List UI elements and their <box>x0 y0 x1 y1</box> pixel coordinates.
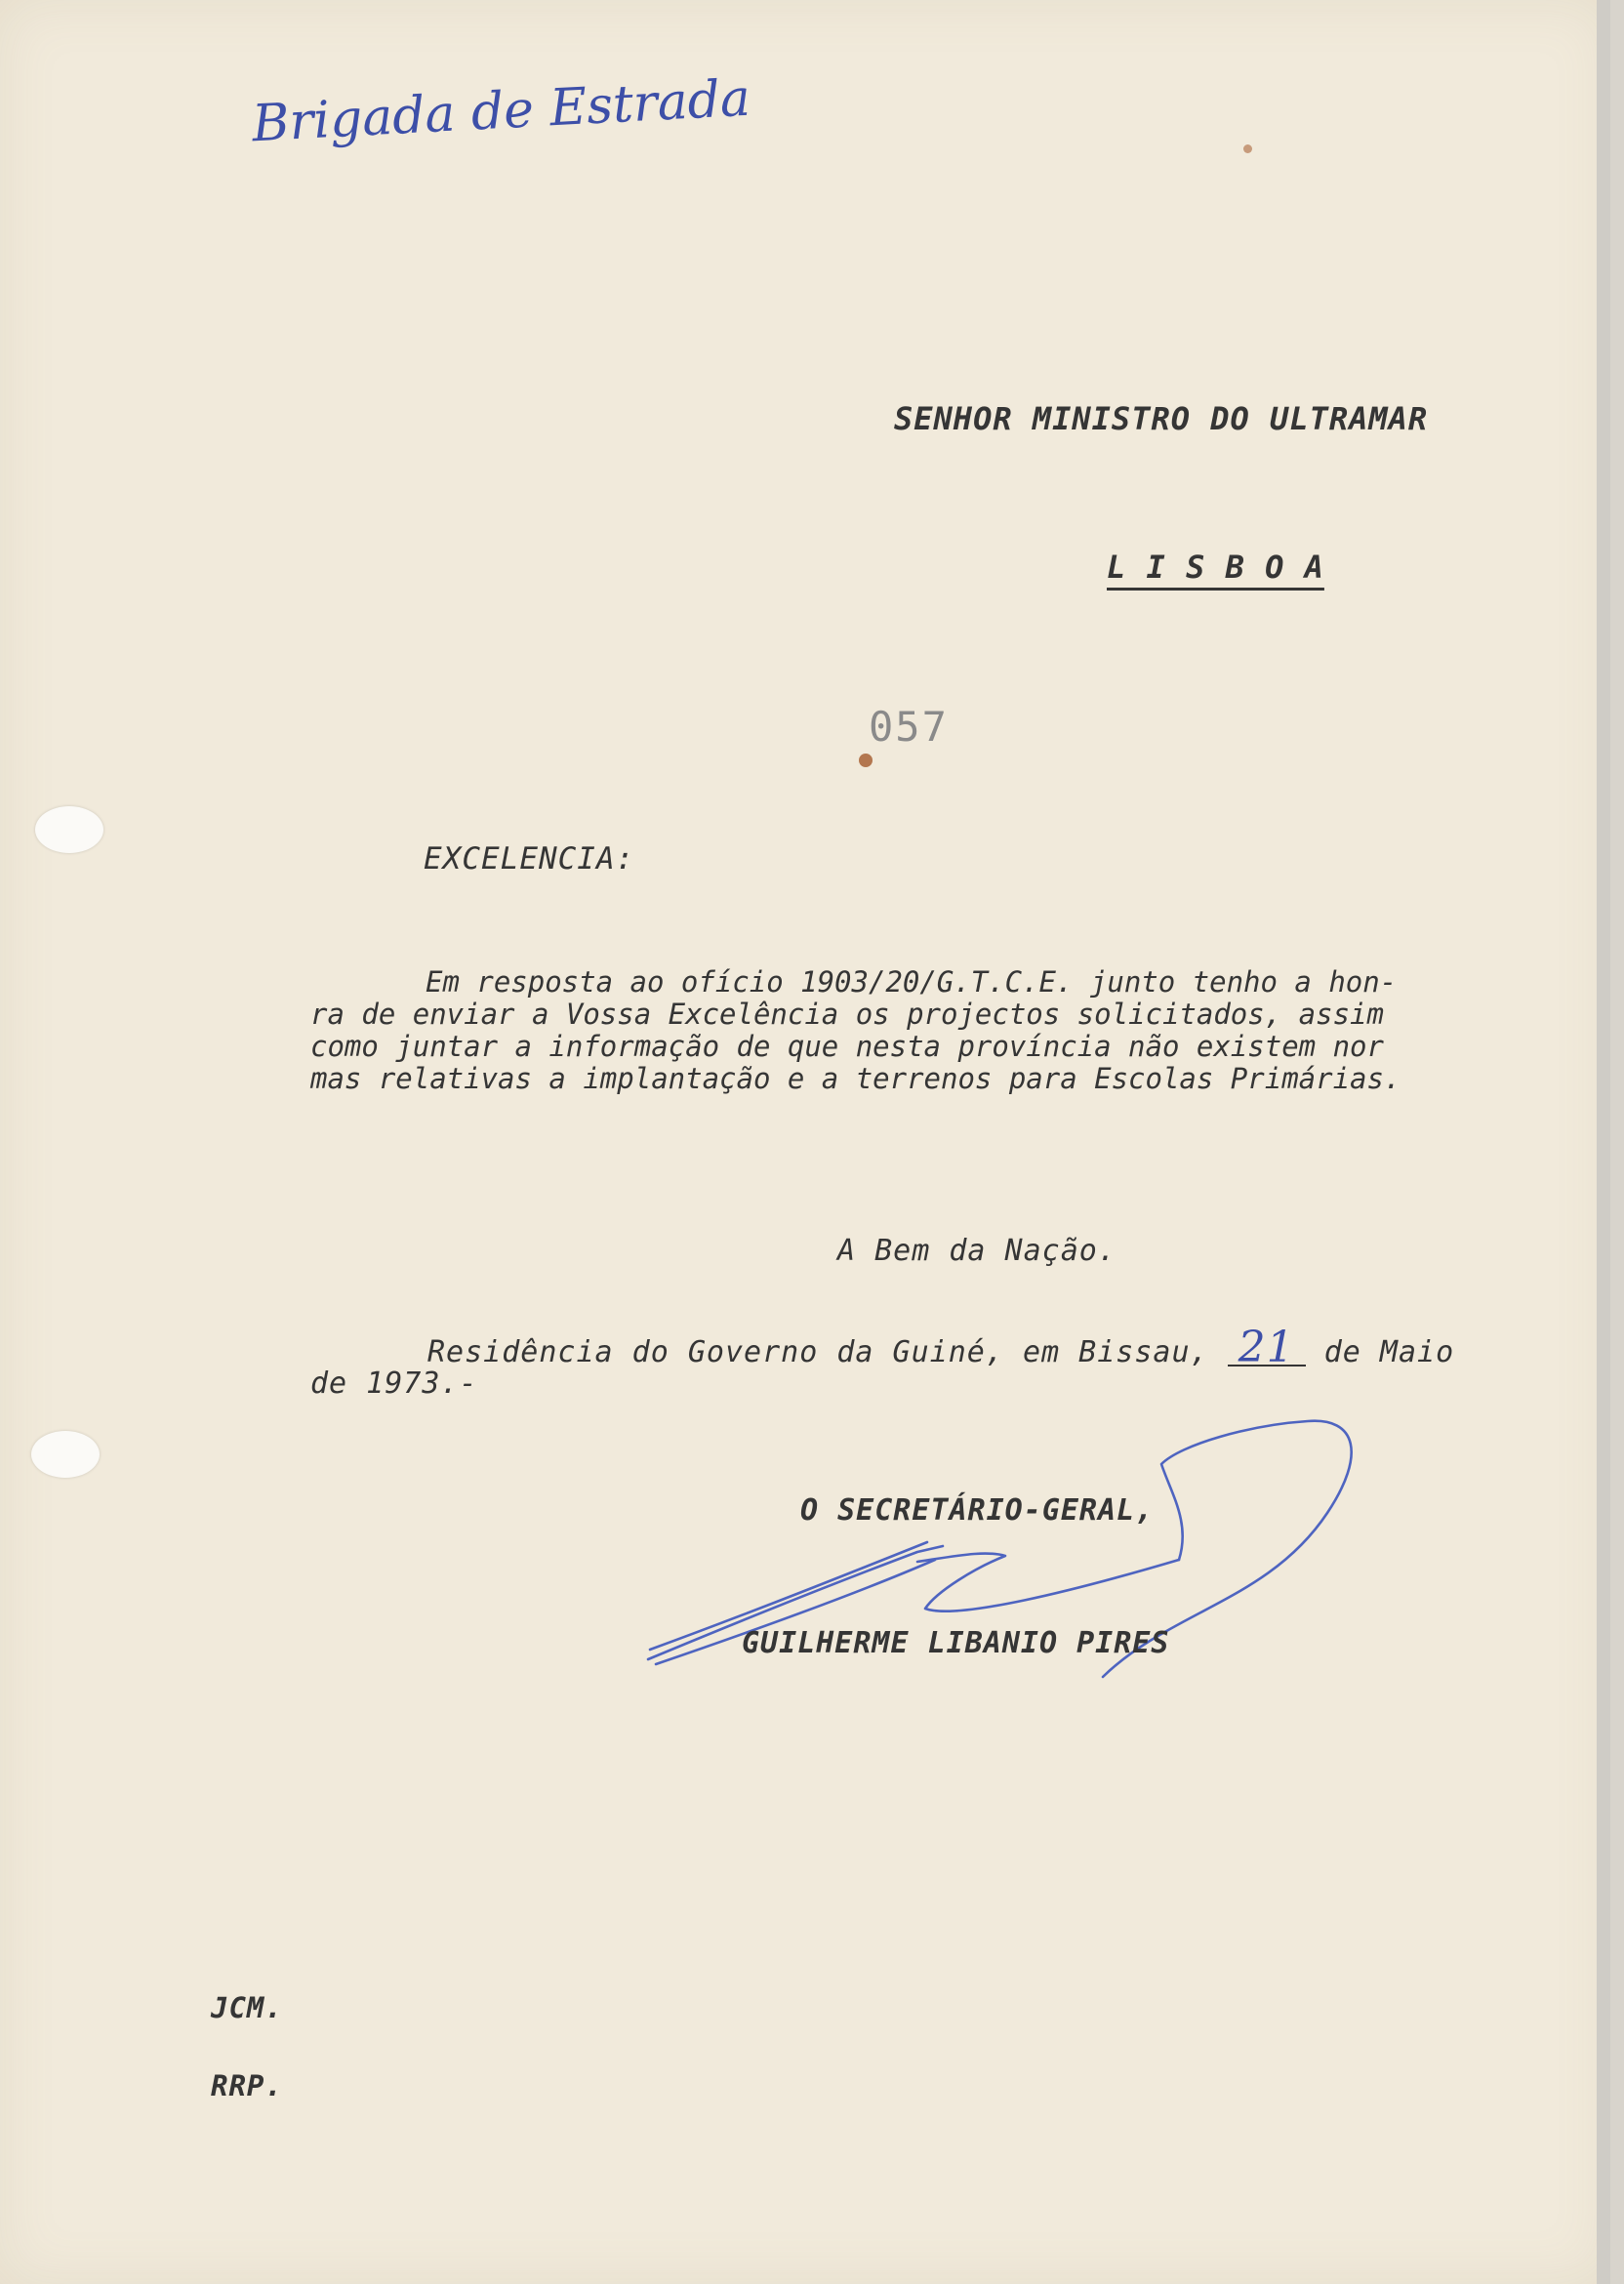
body-line: Em resposta ao ofício 1903/20/G.T.C.E. junto tenho a hon- <box>426 965 1398 999</box>
punch-hole-bottom <box>31 1431 100 1478</box>
place-date-line <box>427 1323 1455 1372</box>
body-paragraph <box>310 966 1560 1095</box>
signatory-name: GUILHERME LIBANIO PIRES <box>742 1626 1170 1660</box>
page-edge <box>1597 0 1610 2284</box>
signatory-title: O SECRETÁRIO-GERAL, <box>800 1493 1155 1528</box>
month-text: de Maio <box>1323 1335 1455 1369</box>
place-text: Residência do Governo da Guiné, em Bissau, <box>427 1335 1209 1369</box>
salutation: EXCELENCIA: <box>424 841 635 877</box>
initials-first: JCM. <box>211 1991 283 2024</box>
body-line: mas relativas a implantação e a terrenos para Escolas Primárias. <box>310 1062 1401 1095</box>
year-line: de 1973.- <box>310 1366 478 1401</box>
reference-number: 057 <box>869 703 949 751</box>
stain-spot <box>859 754 873 767</box>
stain-spot <box>1243 144 1252 153</box>
city: L I S B O A <box>1107 549 1324 586</box>
body-line: como juntar a informação de que nesta província não existem nor <box>310 1030 1384 1063</box>
punch-hole-top <box>35 806 103 853</box>
initials-second: RRP. <box>211 2069 283 2102</box>
addressee: SENHOR MINISTRO DO ULTRAMAR <box>894 400 1429 437</box>
handwritten-day: 21 <box>1228 1331 1306 1366</box>
handwritten-note: Brigada de Estrada <box>250 68 752 154</box>
body-line: ra de enviar a Vossa Excelência os projectos solicitados, assim <box>310 998 1384 1031</box>
closing: A Bem da Nação. <box>837 1234 1116 1268</box>
